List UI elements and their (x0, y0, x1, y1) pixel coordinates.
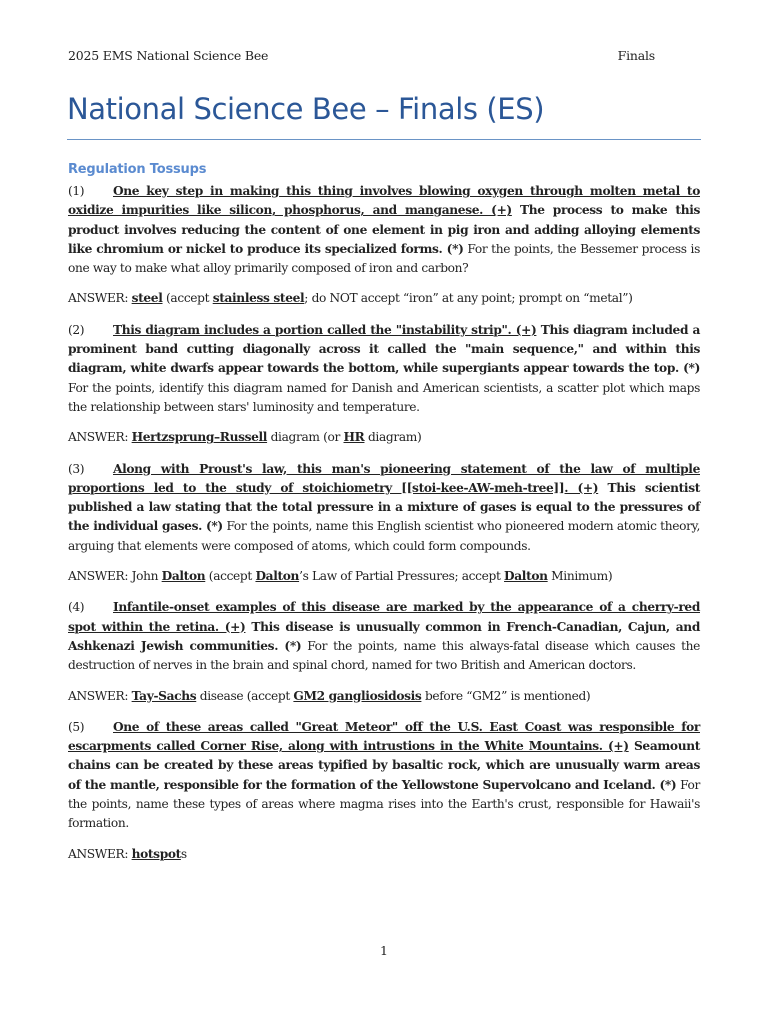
question-text: For the points, name this English scientist who pioneered modern atomic theory, arguing that elements were composed of atoms, which could form compounds. (68, 519, 700, 553)
answer-label: ANSWER: (68, 688, 132, 703)
question-lead-in: Along with Proust's law, this man's pioneering statement of the law of multiple proportions led to the study of stoichiometry [[stoi-kee-AW-meh-tree]]. (+) (68, 461, 700, 495)
question-power-text: This disease is unusually common in French-Canadian, Cajun, and Ashkenazi Jewish communities. (*) (68, 619, 700, 653)
question-number: (3) (68, 461, 85, 476)
question-text: For the points, name this always-fatal disease which causes the destruction of nerves in the brain and spinal chord, named for two British and American doctors. (68, 638, 700, 673)
question-lead-in: Infantile-onset examples of this disease are marked by the appearance of a cherry-red spot within the retina. (+) (68, 600, 700, 634)
answer-note: ’s Law of Partial Pressures; accept (299, 569, 505, 584)
answer-required: hotspot (131, 846, 181, 861)
question-text: For the points, name these types of areas where magma rises into the Earth's crust, responsible for Hawaii's formation. (68, 777, 700, 831)
answer-required: Dalton (161, 569, 206, 584)
answer-required: Hertzsprung–Russell (131, 430, 268, 445)
header-left: 2025 EMS National Science Bee (68, 48, 269, 63)
answer-required: Tay-Sachs (131, 688, 197, 703)
answer-note: diagram (or (267, 430, 344, 445)
page-number: 1 (380, 943, 388, 958)
answer-note: ; do NOT accept “iron” at any point; prompt on “metal”) (304, 291, 633, 306)
answer-note: diagram) (364, 430, 422, 445)
question-power-text: This scientist published a law stating that the total pressure in a mixture of gases is equal to the pressures of the individual gases. (*) (68, 480, 700, 534)
tossup-answer (68, 428, 700, 447)
question-lead-in: One of these areas called "Great Meteor" off the U.S. East Coast was responsible for escarpments called Corner Rise, along with intrustions in the White Mountains. (+) (68, 719, 700, 754)
question-lead-in: One key step in making this thing involves blowing oxygen through molten metal to oxidize impurities like silicon, phosphorus, and manganese. (+) (68, 184, 700, 218)
tossup-question (68, 460, 700, 556)
page-title: National Science Bee – Finals (ES) (67, 92, 545, 126)
running-header (68, 48, 655, 63)
answer-label: ANSWER: John (68, 569, 162, 584)
answer-note: Minimum) (547, 569, 613, 584)
tossup-answer (68, 567, 700, 586)
header-right: Finals (617, 48, 655, 63)
question-text: For the points, the Bessemer process is one way to make what alloy primarily composed of iron and carbon? (68, 241, 700, 276)
answer-required: steel (131, 291, 163, 306)
tossup-list (68, 182, 700, 876)
tossup-answer (68, 687, 700, 706)
tossup-question (68, 321, 700, 417)
question-power-text: Seamount chains can be created by these areas typified by basaltic rock, which are unusually warm areas of the mantle, responsible for the formation of the Yellowstone Supervolcano and Iceland. (*) (68, 739, 701, 792)
answer-required: stainless steel (212, 291, 305, 306)
tossup-answer (68, 289, 700, 308)
question-text: For the points, identify this diagram named for Danish and American scientists, a scatter plot which maps the relationship between stars' luminosity and temperature. (68, 380, 700, 414)
question-power-text: The process to make this product involves reducing the content of one element in pig iron and adding alloying elements like chromium or nickel to produce its specialized forms. (*) (68, 203, 700, 256)
answer-note: (accept (205, 569, 256, 584)
tossup-question (68, 718, 700, 834)
answer-note: s (180, 846, 187, 861)
answer-label: ANSWER: (68, 846, 132, 861)
answer-label: ANSWER: (68, 430, 132, 445)
question-power-text: This diagram included a prominent band cutting diagonally across it called the "main sequence," and within this diagram, white dwarfs appear towards the bottom, while supergiants appear towards the top. (*) (68, 322, 700, 376)
tossup-answer (68, 845, 700, 864)
question-number: (5) (68, 719, 85, 734)
answer-required: Dalton (255, 569, 300, 584)
answer-note: before “GM2” is mentioned) (421, 688, 591, 703)
question-number: (4) (68, 600, 85, 615)
answer-required: Dalton (504, 569, 548, 584)
title-divider (67, 139, 701, 140)
tossup-question (68, 598, 700, 675)
answer-label: ANSWER: (68, 291, 132, 306)
tossup-question (68, 182, 700, 278)
section-heading: Regulation Tossups (68, 162, 207, 177)
answer-note: disease (accept (196, 688, 294, 703)
question-lead-in: This diagram includes a portion called the "instability strip". (+) (113, 322, 537, 337)
question-number: (2) (68, 322, 85, 337)
answer-note: (accept (162, 291, 213, 306)
answer-required: HR (343, 430, 365, 445)
answer-required: GM2 gangliosidosis (293, 688, 422, 703)
question-number: (1) (68, 184, 85, 198)
